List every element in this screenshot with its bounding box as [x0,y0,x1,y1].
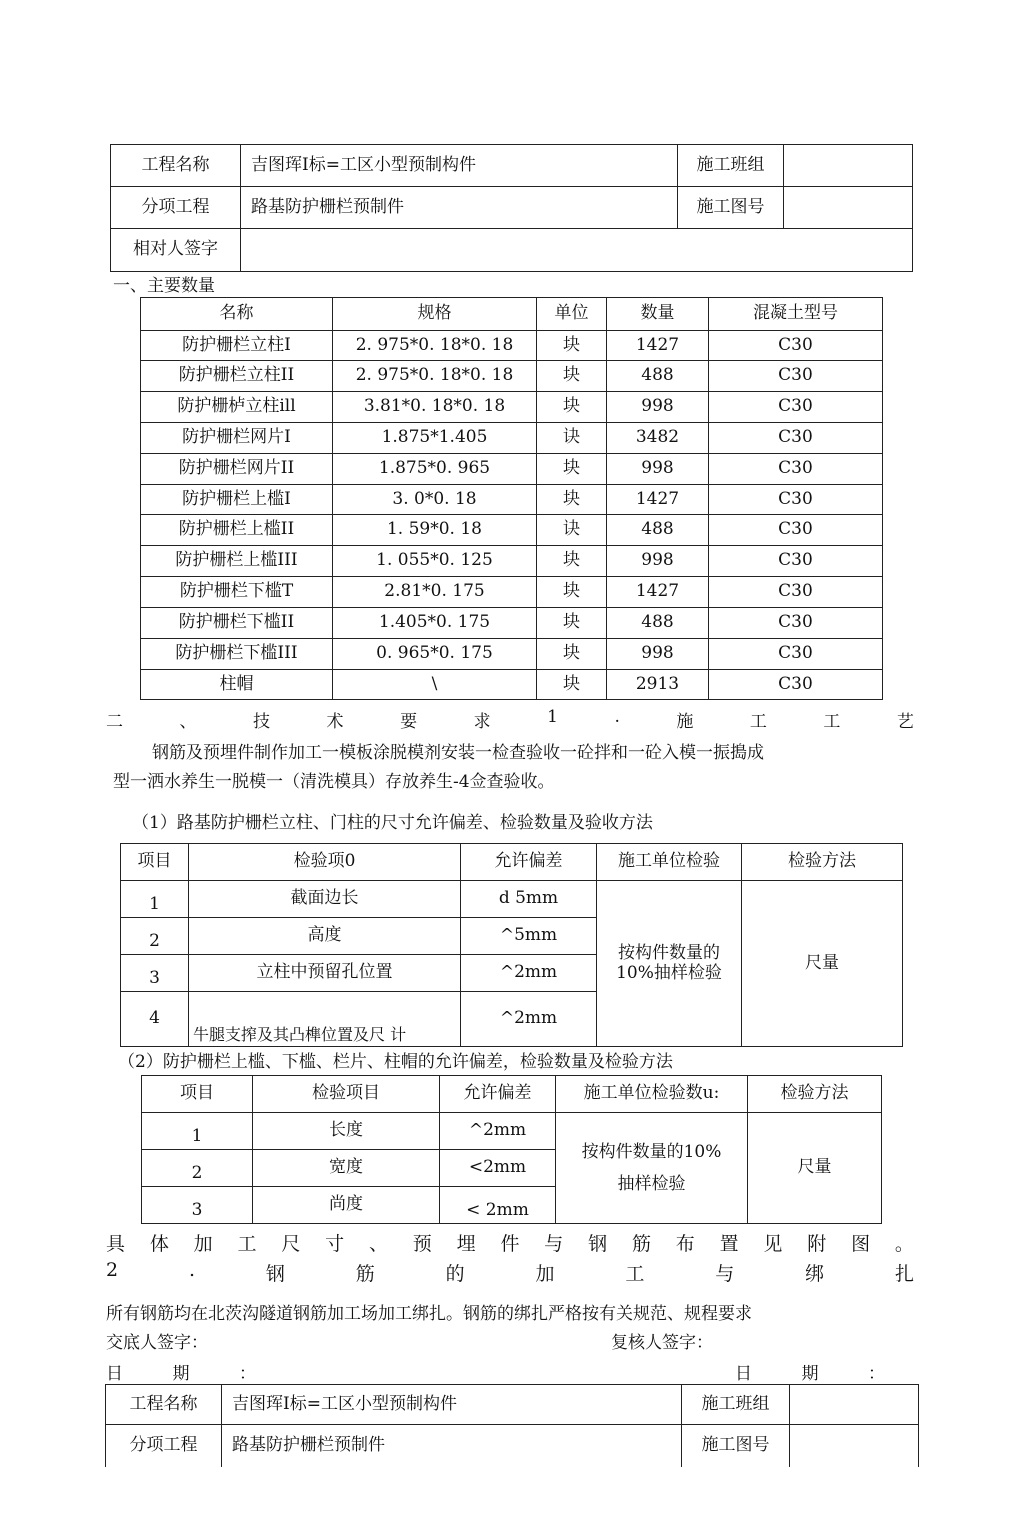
qty-cell: 诀 [537,423,607,454]
qty-cell: 1.875*1.405 [333,423,537,454]
qty-cell: 998 [607,454,709,485]
t2-method: 尺量 [748,1113,882,1224]
attachment-char: 寸 [325,1233,345,1255]
attachment-char: 附 [807,1233,827,1255]
attachment-char: 埋 [456,1233,476,1255]
sub-project-label: 分项工程 [106,1425,222,1467]
attachment-char: 工 [237,1233,257,1255]
qty-cell: 2.81*0. 175 [333,577,537,608]
t1-header: 项目 [121,844,189,881]
t2-tolerance: < 2mm [440,1187,556,1224]
qty-cell: C30 [709,515,883,546]
qty-cell: 1427 [607,577,709,608]
qty-cell: 488 [607,608,709,639]
t1-tolerance: d 5mm [461,881,597,918]
t1-check-item: 截面边长 [189,881,461,918]
date-label-left [106,1359,256,1384]
drawing-label: 施工图号 [678,187,784,229]
qty-row [141,423,883,454]
qty-cell: C30 [709,331,883,361]
t1-item: 2 [121,918,189,955]
qty-cell: 块 [537,485,607,515]
project-name-label: 工程名称 [106,1385,222,1425]
t2-tolerance: ^2mm [440,1113,556,1150]
attachment-char: 见 [763,1233,783,1255]
attachment-char: 、 [368,1233,388,1255]
team-value [790,1385,919,1425]
rebar-heading-char: 与 [715,1263,735,1285]
t2-item: 3 [142,1187,253,1224]
drawing-value [784,187,913,229]
handover-sign-label: 交底人签字： [106,1333,208,1353]
rebar-heading-char: 加 [535,1263,555,1285]
attachment-char: 钢 [588,1233,608,1255]
t2-check-item: 长度 [253,1113,440,1150]
t1-check-item: 高度 [189,918,461,955]
qty-row [141,670,883,700]
t1-check-count: 按构件数量的10%抽样检验 [597,881,742,1047]
qty-cell: 防护栅栏立柱I [141,331,333,361]
qty-header-cell: 名称 [141,298,333,331]
section2-char: 施 [676,712,694,732]
attachment-char: 预 [412,1233,432,1255]
rebar-heading-char: 扎 [894,1263,914,1285]
section2-char: . [614,707,620,727]
qty-row [141,639,883,670]
project-name-value: 吉图珲I标=工区小型预制构件 [241,145,678,187]
qty-cell: C30 [709,639,883,670]
attachment-char: 。 [894,1233,914,1255]
qty-cell: 防护栅栏下槛T [141,577,333,608]
t1-tolerance: ^2mm [461,992,597,1047]
date-char: 期 [172,1364,190,1384]
team-label: 施工班组 [678,145,784,187]
qty-cell: 块 [537,546,607,577]
t1-item: 3 [121,955,189,992]
sub-project-label: 分项工程 [111,187,241,229]
section2-char: 要 [400,712,418,732]
qty-row [141,392,883,423]
section2-char: 工 [749,712,767,732]
qty-cell: 1427 [607,485,709,515]
qty-cell: 块 [537,331,607,361]
qty-cell: 1. 59*0. 18 [333,515,537,546]
qty-cell: 3. 0*0. 18 [333,485,537,515]
t1-tolerance: ^5mm [461,918,597,955]
qty-cell: 块 [537,608,607,639]
drawing-value [790,1425,919,1467]
date-char: 日 [735,1364,752,1384]
t2-tolerance: <2mm [440,1150,556,1187]
qty-cell: 3482 [607,423,709,454]
section2-char: 1 [547,707,558,727]
section2-char: 工 [823,712,841,732]
qty-cell: 块 [537,392,607,423]
sign-label: 相对人签字 [111,229,241,272]
section2-char: 二 [106,712,123,732]
qty-header-cell: 规格 [333,298,537,331]
qty-cell: 块 [537,361,607,392]
attachment-char: 加 [193,1233,213,1255]
t2-header: 施工单位检验数u: [556,1076,748,1113]
review-sign-label: 复核人签字： [611,1333,713,1353]
qty-cell: 诀 [537,515,607,546]
qty-cell: C30 [709,485,883,515]
qty-row [141,331,883,361]
rebar-text: 所有钢筋均在北茨沟隧道钢筋加工场加工绑扎。钢筋的绑扎严格按有关规范、规程要求 [106,1304,752,1324]
qty-row [141,361,883,392]
qty-row [141,485,883,515]
qty-cell: C30 [709,546,883,577]
qty-row [141,577,883,608]
inspection-table-2 [141,1075,882,1224]
qty-cell: 防护栅栏上槛I [141,485,333,515]
qty-header-row [141,298,883,331]
qty-cell: 1.875*0. 965 [333,454,537,485]
t1-check-item: 牛腿支搾及其凸榫位置及尺 计 [189,992,461,1047]
qty-cell: 防护栅栌立柱ill [141,392,333,423]
qty-cell: 0. 965*0. 175 [333,639,537,670]
t2-item: 2 [142,1150,253,1187]
rebar-heading-char: 工 [625,1263,645,1285]
t2-check-count: 按构件数量的10%抽样检验 [556,1113,748,1224]
qty-cell: 2. 975*0. 18*0. 18 [333,331,537,361]
qty-cell: 2913 [607,670,709,700]
qty-cell: 防护栅栏下槛II [141,608,333,639]
t2-check-item: 尚度 [253,1187,440,1224]
t1-check-item: 立柱中预留孔位置 [189,955,461,992]
t1-header: 检验项0 [189,844,461,881]
t1-header: 施工单位检验 [597,844,742,881]
t1-item: 1 [121,881,189,918]
t1-item: 4 [121,992,189,1047]
qty-cell: 3.81*0. 18*0. 18 [333,392,537,423]
attachment-char: 尺 [281,1233,301,1255]
header-table-top [110,144,913,272]
qty-cell: 1. 055*0. 125 [333,546,537,577]
quantity-table [140,297,883,700]
header-table-bottom [105,1384,919,1467]
rebar-heading-char: 钢 [265,1263,285,1285]
project-name-value: 吉图珲I标=工区小型预制构件 [222,1385,682,1425]
qty-cell: 488 [607,361,709,392]
rebar-heading-char: 的 [445,1263,465,1285]
qty-cell: 防护栅栏上槛III [141,546,333,577]
t1-header: 允许偏差 [461,844,597,881]
qty-row [141,454,883,485]
qty-cell: 1.405*0. 175 [333,608,537,639]
qty-header-cell: 混凝土型号 [709,298,883,331]
qty-row [141,608,883,639]
t2-header: 项目 [142,1076,253,1113]
rebar-heading-char: 筋 [355,1263,375,1285]
qty-cell: C30 [709,392,883,423]
date-char: 日 [106,1364,123,1384]
subsection-1-title: （1）路基防护栅栏立柱、门柱的尺寸允许偏差、检验数量及验收方法 [132,813,653,833]
qty-cell: 防护栅栏网片II [141,454,333,485]
qty-cell: 柱帽 [141,670,333,700]
qty-cell: 998 [607,639,709,670]
section2-char: 、 [179,712,197,732]
project-name-label: 工程名称 [111,145,241,187]
date-char: ： [239,1364,256,1384]
qty-cell: 防护栅栏网片I [141,423,333,454]
t2-header: 检验方法 [748,1076,882,1113]
qty-row [141,546,883,577]
team-value [784,145,913,187]
qty-cell: \ [333,670,537,700]
qty-cell: C30 [709,608,883,639]
t2-header: 检验项目 [253,1076,440,1113]
section2-char: 求 [473,712,491,732]
attachment-char: 体 [149,1233,169,1255]
qty-cell: 块 [537,577,607,608]
section1-title: 一、主要数量 [113,276,215,296]
qty-cell: C30 [709,454,883,485]
team-label: 施工班组 [682,1385,790,1425]
date-label-right [735,1359,885,1384]
qty-cell: 块 [537,454,607,485]
date-char: ： [868,1364,885,1384]
qty-cell: C30 [709,670,883,700]
qty-cell: 998 [607,546,709,577]
t2-item: 1 [142,1113,253,1150]
qty-cell: 防护栅栏下槛III [141,639,333,670]
inspection-table-1 [120,843,903,1047]
rebar-heading-char: 绑 [805,1263,825,1285]
qty-cell: 2. 975*0. 18*0. 18 [333,361,537,392]
attachment-char: 与 [544,1233,564,1255]
qty-cell: C30 [709,361,883,392]
t2-check-item: 宽度 [253,1150,440,1187]
rebar-heading-char: 2 [106,1259,119,1281]
qty-cell: 998 [607,392,709,423]
date-char: 期 [801,1364,819,1384]
t1-header: 检验方法 [742,844,903,881]
t1-method: 尺量 [742,881,903,1047]
t1-tolerance: ^2mm [461,955,597,992]
rebar-heading-char: . [188,1259,195,1281]
qty-cell: 488 [607,515,709,546]
drawing-label: 施工图号 [682,1425,790,1467]
rebar-heading [106,1259,914,1286]
qty-cell: 1427 [607,331,709,361]
attachment-char: 布 [675,1233,695,1255]
process-line-1: 钢筋及预埋件制作加工一模板涂脱模剂安装一检查验收一砼拌和一砼入模一振搗成 [152,743,764,763]
process-line-2: 型一洒水养生一脱模一（清洗模具）存放养生-4佥查验收。 [113,772,555,792]
qty-cell: 块 [537,639,607,670]
attachment-char: 图 [851,1233,871,1255]
qty-cell: C30 [709,577,883,608]
qty-cell: 防护栅栏立柱II [141,361,333,392]
attachment-char: 置 [719,1233,739,1255]
sub-project-value: 路基防护栅栏预制件 [222,1425,682,1467]
section2-heading [106,707,914,732]
qty-cell: 块 [537,670,607,700]
qty-header-cell: 单位 [537,298,607,331]
qty-cell: C30 [709,423,883,454]
section2-char: 艺 [896,712,914,732]
qty-cell: 防护栅栏上槛II [141,515,333,546]
attachment-char: 件 [500,1233,520,1255]
qty-row [141,515,883,546]
subsection-2-title: （2）防护栅栏上槛、下槛、栏片、柱帽的允许偏差，检验数量及检验方法 [118,1052,673,1072]
sub-project-value: 路基防护栅栏预制件 [241,187,678,229]
attachment-char: 筋 [631,1233,651,1255]
t2-header: 允许偏差 [440,1076,556,1113]
attachment-note [106,1229,914,1256]
section2-char: 技 [253,712,271,732]
section2-char: 术 [326,712,344,732]
attachment-char: 具 [106,1233,126,1255]
sign-value [241,229,913,272]
qty-header-cell: 数量 [607,298,709,331]
